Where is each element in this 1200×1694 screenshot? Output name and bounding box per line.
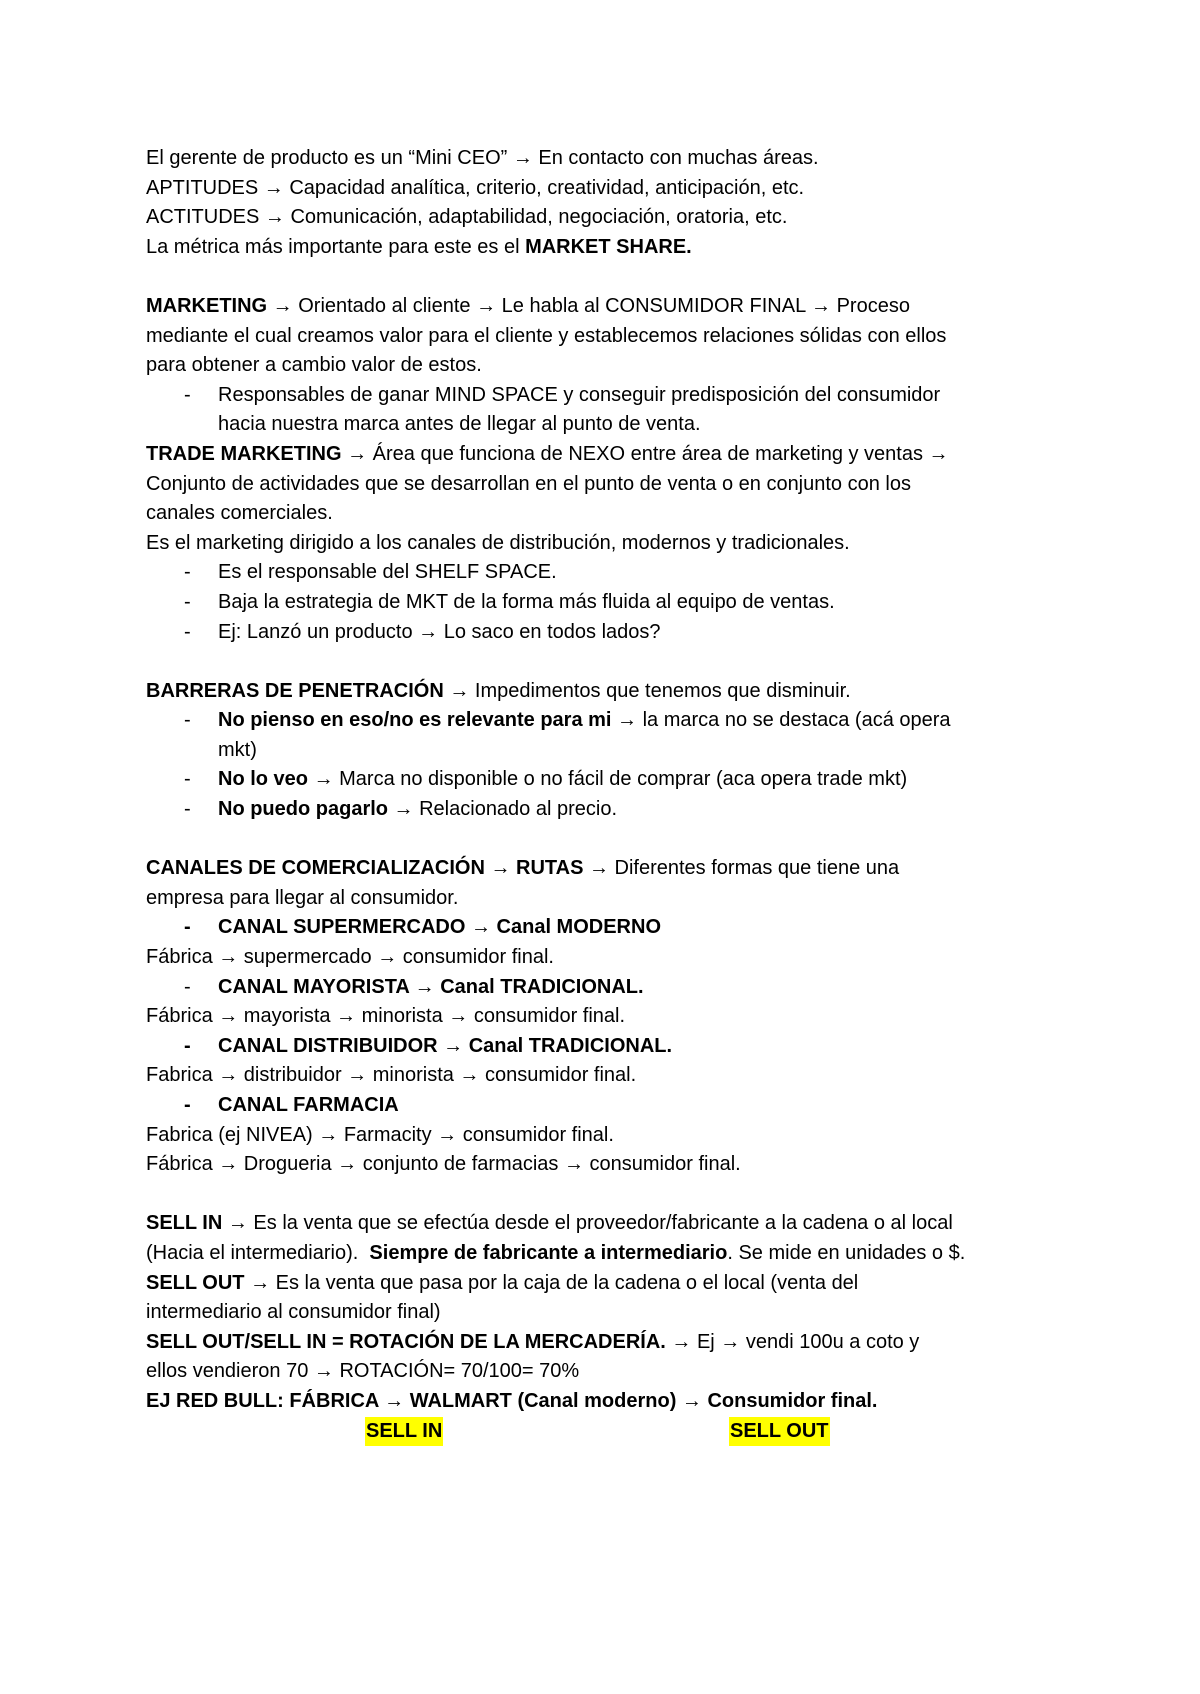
bullet-dash: - <box>184 798 191 821</box>
sell-in-title: SELL IN <box>146 1212 223 1235</box>
list-item <box>146 618 1076 648</box>
canales-line-1 <box>146 854 1076 884</box>
bullet-dash: - <box>184 620 191 643</box>
bullet-dash: - <box>184 916 191 939</box>
barrera-text: → Relacionado al precio. <box>388 798 618 821</box>
list-item <box>146 973 1076 1003</box>
barrera-text: → Marca no disponible o no fácil de comprar (aca opera trade mkt) <box>308 768 908 791</box>
canal-flow: Fabrica → distribuidor → minorista → consumidor final. <box>146 1064 637 1087</box>
intro-line-4 <box>146 233 1076 263</box>
bullet-dash: - <box>184 709 191 732</box>
barrera-term: No lo veo <box>218 768 309 791</box>
barrera-text: → la marca no se destaca (acá opera <box>611 709 951 732</box>
sell-out-line-1 <box>146 1269 1076 1299</box>
trade-line-3: canales comerciales. <box>146 502 333 525</box>
intro-line-3: ACTITUDES → Comunicación, adaptabilidad, negociación, oratoria, etc. <box>146 206 788 229</box>
rotacion-formula: SELL OUT/SELL IN = ROTACIÓN DE LA MERCADERÍA. <box>146 1330 666 1353</box>
intro-line-1: El gerente de producto es un “Mini CEO” → En contacto con muchas áreas. <box>146 147 819 169</box>
barreras-line-1 <box>146 677 1076 707</box>
trade-line-1 <box>146 440 1076 470</box>
list-item <box>146 706 1076 736</box>
list-item <box>146 765 1076 795</box>
marketing-title: MARKETING <box>146 294 268 317</box>
sell-out-highlight: SELL OUT <box>729 1417 830 1447</box>
trade-bullet-text: Ej: Lanzó un producto → Lo saco en todos lados? <box>218 620 661 643</box>
sell-in-line-2-end: . Se mide en unidades o $. <box>727 1241 966 1264</box>
intro-line-4-text: La métrica más importante para este es el <box>146 235 526 258</box>
document-body <box>146 144 1076 1446</box>
market-share-term: MARKET SHARE. <box>525 235 692 258</box>
sell-out-title: SELL OUT <box>146 1271 245 1294</box>
canal-flow: Fábrica → supermercado → consumidor final. <box>146 946 554 969</box>
barreras-line-1-text: → Impedimentos que tenemos que disminuir. <box>443 679 851 702</box>
highlight-row <box>146 1417 1076 1447</box>
sell-in-line-2-text: (Hacia el intermediario). <box>146 1241 370 1264</box>
trade-line-4: Es el marketing dirigido a los canales de distribución, modernos y tradicionales. <box>146 531 850 554</box>
canal-heading: CANAL MAYORISTA → Canal TRADICIONAL. <box>218 975 644 998</box>
marketing-bullet-text: Responsables de ganar MIND SPACE y conseguir predisposición del consumidor <box>218 383 941 406</box>
bullet-dash: - <box>184 1034 191 1057</box>
list-item <box>146 558 1076 588</box>
sell-in-line-1 <box>146 1209 1076 1239</box>
list-item <box>146 588 1076 618</box>
barrera-term: No puedo pagarlo <box>218 798 388 821</box>
barreras-title: BARRERAS DE PENETRACIÓN <box>146 679 444 702</box>
intro-line-2: APTITUDES → Capacidad analítica, criterio, creatividad, anticipación, etc. <box>146 176 805 199</box>
sell-out-line-2: intermediario al consumidor final) <box>146 1301 441 1324</box>
canales-line-2: empresa para llegar al consumidor. <box>146 886 459 909</box>
list-item <box>146 1032 1076 1062</box>
rotacion-line-2: ellos vendieron 70 → ROTACIÓN= 70/100= 70% <box>146 1360 580 1383</box>
canales-title: CANALES DE COMERCIALIZACIÓN → RUTAS <box>146 857 584 880</box>
red-bull-example: EJ RED BULL: FÁBRICA → WALMART (Canal moderno) → Consumidor final. <box>146 1389 878 1412</box>
sell-in-highlight: SELL IN <box>365 1417 443 1447</box>
list-item-continuation: mkt) <box>218 738 257 761</box>
marketing-line-3: para obtener a cambio valor de estos. <box>146 354 482 377</box>
canal-flow: Fábrica → mayorista → minorista → consumidor final. <box>146 1005 626 1028</box>
sell-in-line-1-text: → Es la venta que se efectúa desde el proveedor/fabricante a la cadena o al local <box>222 1212 953 1235</box>
list-item <box>146 1091 1076 1121</box>
list-item <box>146 913 1076 943</box>
barrera-term: No pienso en eso/no es relevante para mi <box>218 709 612 732</box>
bullet-dash: - <box>184 383 191 406</box>
canales-line-1-text: → Diferentes formas que tiene una <box>583 857 900 880</box>
rotacion-line-1-text: → Ej → vendi 100u a coto y <box>665 1330 920 1353</box>
bullet-dash: - <box>184 1094 191 1116</box>
canal-flow: Fabrica (ej NIVEA) → Farmacity → consumidor final. <box>146 1123 614 1146</box>
trade-line-1-text: → Área que funciona de NEXO entre área de marketing y ventas → <box>341 442 949 465</box>
bullet-dash: - <box>184 590 191 613</box>
trade-line-2: Conjunto de actividades que se desarrollan en el punto de venta o en conjunto con los <box>146 472 911 495</box>
marketing-line-2: mediante el cual creamos valor para el cliente y establecemos relaciones sólidas con ellos <box>146 324 947 347</box>
bullet-dash: - <box>184 561 191 584</box>
trade-marketing-title: TRADE MARKETING <box>146 442 342 465</box>
trade-bullet-text: Es el responsable del SHELF SPACE. <box>218 561 557 584</box>
bullet-dash: - <box>184 975 191 998</box>
marketing-line-1 <box>146 292 1076 322</box>
canal-flow: Fábrica → Drogueria → conjunto de farmacias → consumidor final. <box>146 1153 741 1176</box>
marketing-line-1-text: → Orientado al cliente → Le habla al CONSUMIDOR FINAL → Proceso <box>267 294 910 317</box>
list-item <box>146 795 1076 825</box>
canal-heading: CANAL FARMACIA <box>218 1094 399 1116</box>
canal-heading: CANAL DISTRIBUIDOR → Canal TRADICIONAL. <box>218 1034 673 1057</box>
sell-in-emphasis: Siempre de fabricante a intermediario <box>369 1241 728 1264</box>
sell-out-line-1-text: → Es la venta que pasa por la caja de la cadena o el local (venta del <box>244 1271 859 1294</box>
list-item-continuation: hacia nuestra marca antes de llegar al punto de venta. <box>218 413 701 436</box>
bullet-dash: - <box>184 768 191 791</box>
sell-in-line-2 <box>146 1239 1076 1269</box>
trade-bullet-text: Baja la estrategia de MKT de la forma más fluida al equipo de ventas. <box>218 590 835 613</box>
canal-heading: CANAL SUPERMERCADO → Canal MODERNO <box>218 916 661 939</box>
list-item <box>146 381 1076 411</box>
rotacion-line-1 <box>146 1328 1076 1358</box>
